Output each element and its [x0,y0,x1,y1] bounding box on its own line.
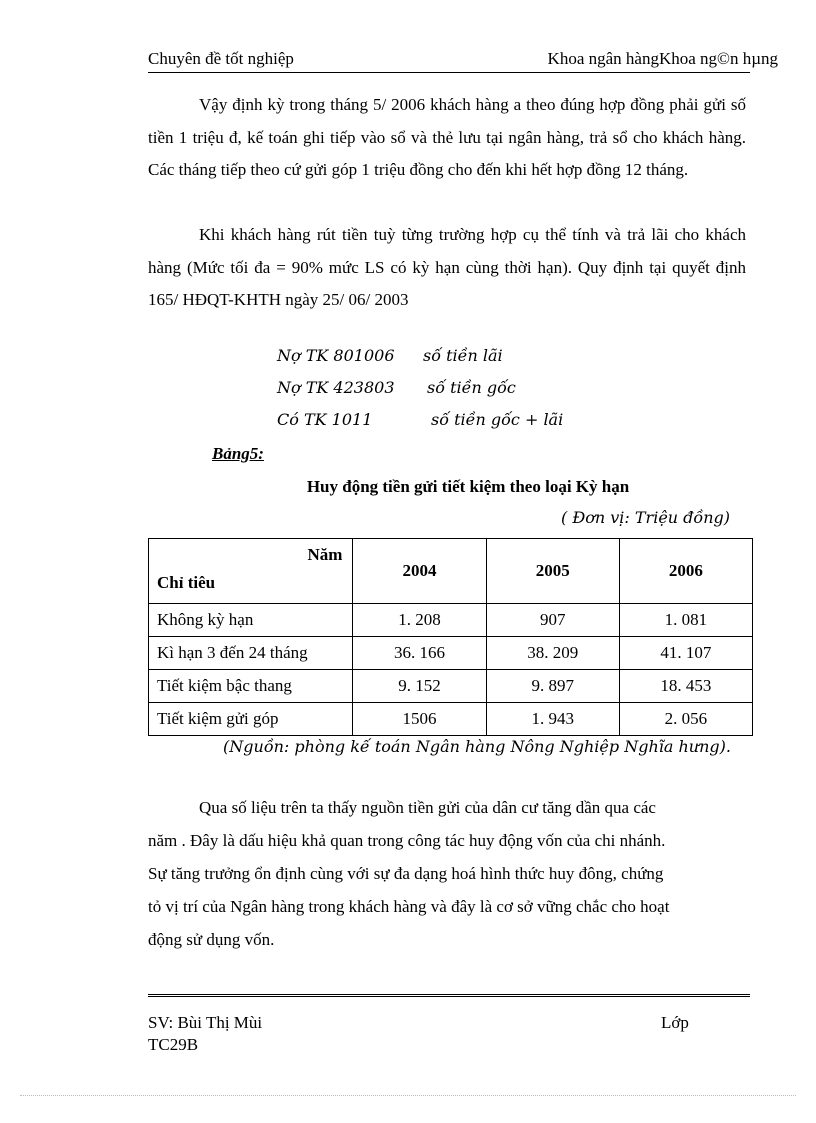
footer-rule [148,994,750,999]
entry-desc: số tiền gốc [427,378,516,397]
table-header-row [149,539,753,604]
entry-desc: số tiền gốc + lãi [431,410,564,429]
header-rule [148,72,750,73]
footer-left [148,1012,262,1056]
entry-account: Nợ TK 801006 [277,346,395,365]
conclusion-line: Qua số liệu trên ta thấy nguồn tiền gửi của dân cư tăng dần qua các [199,798,656,817]
header-right: Khoa ngân hàngKhoa ng©n hµng [547,49,778,68]
table-row [149,604,753,637]
footer-student: SV: Bùi Thị Mùi [148,1013,263,1032]
table-title: Huy động tiền gửi tiết kiệm theo loại Kỳ hạn [306,477,630,496]
table-unit: ( Đơn vị: Triệu đồng) [560,508,730,527]
cell-value: 907 [486,604,619,637]
paragraph-2: Khi khách hàng rút tiền tuỳ từng trường hợp cụ thể tính và trả lãi cho khách hàng (Mức tối đa = 90% mức LS có kỳ hạn cùng thời hạn). Quy định tại quyết định 165/ HĐQT-KHTH ngày 25/ 06/ 2003 [148,225,746,309]
header-year-label: Năm [307,545,343,564]
entry-account: Nợ TK 423803 [277,378,395,397]
table-source: (Nguồn: phòng kế toán Ngân hàng Nông Nghiệp Nghĩa hưng). [223,737,731,756]
header-item-label: Chỉ tiêu [157,573,216,592]
cell-value: 41. 107 [619,637,752,670]
cell-value: 1. 943 [486,703,619,736]
cell-value: 18. 453 [619,670,752,703]
table-row [149,703,753,736]
conclusion-line: động sử dụng vốn. [148,930,275,949]
row-label: Kì hạn 3 đến 24 tháng [149,637,353,670]
footer-class-code: TC29B [148,1035,199,1054]
entry-desc: số tiền lãi [423,346,503,365]
table-label: Bảng5: [212,444,264,463]
cell-value: 9. 897 [486,670,619,703]
cell-value: 1. 081 [619,604,752,637]
entry-account: Có TK 1011 [277,410,373,429]
table-row [149,637,753,670]
conclusion-paragraph [148,791,748,956]
conclusion-line: Sự tăng trưởng ổn định cùng với sự đa dạng hoá hình thức huy đông, chứng [148,864,664,883]
cell-value: 9. 152 [353,670,486,703]
header-left: Chuyên đề tốt nghiệp [148,49,294,68]
footer-class-label: Lớp [661,1013,689,1032]
year-header-2006: 2006 [619,539,752,604]
year-header-2005: 2005 [486,539,619,604]
conclusion-line: năm . Đây là dấu hiệu khả quan trong công tác huy động vốn của chi nhánh. [148,831,666,850]
paragraph-1: Vậy định kỳ trong tháng 5/ 2006 khách hàng a theo đúng hợp đồng phải gửi số tiền 1 triệu đ, kế toán ghi tiếp vào sổ và thẻ lưu tại ngân hàng, trả sổ cho khách hàng. Các tháng tiếp theo cứ gửi góp 1 triệu đồng cho đến khi hết hợp đồng 12 tháng. [148,95,746,179]
table-row [149,670,753,703]
conclusion-line: tỏ vị trí của Ngân hàng trong khách hàng và đây là cơ sở vững chắc cho hoạt [148,897,670,916]
row-label: Tiết kiệm bậc thang [149,670,353,703]
cell-value: 36. 166 [353,637,486,670]
cell-value: 1. 208 [353,604,486,637]
header-corner-cell [149,539,353,604]
cell-value: 2. 056 [619,703,752,736]
row-label: Tiết kiệm gửi góp [149,703,353,736]
year-header-2004: 2004 [353,539,486,604]
page-bottom-divider [20,1095,796,1096]
page-header [148,49,778,73]
deposit-table [148,538,753,736]
row-label: Không kỳ hạn [149,604,353,637]
cell-value: 1506 [353,703,486,736]
cell-value: 38. 209 [486,637,619,670]
